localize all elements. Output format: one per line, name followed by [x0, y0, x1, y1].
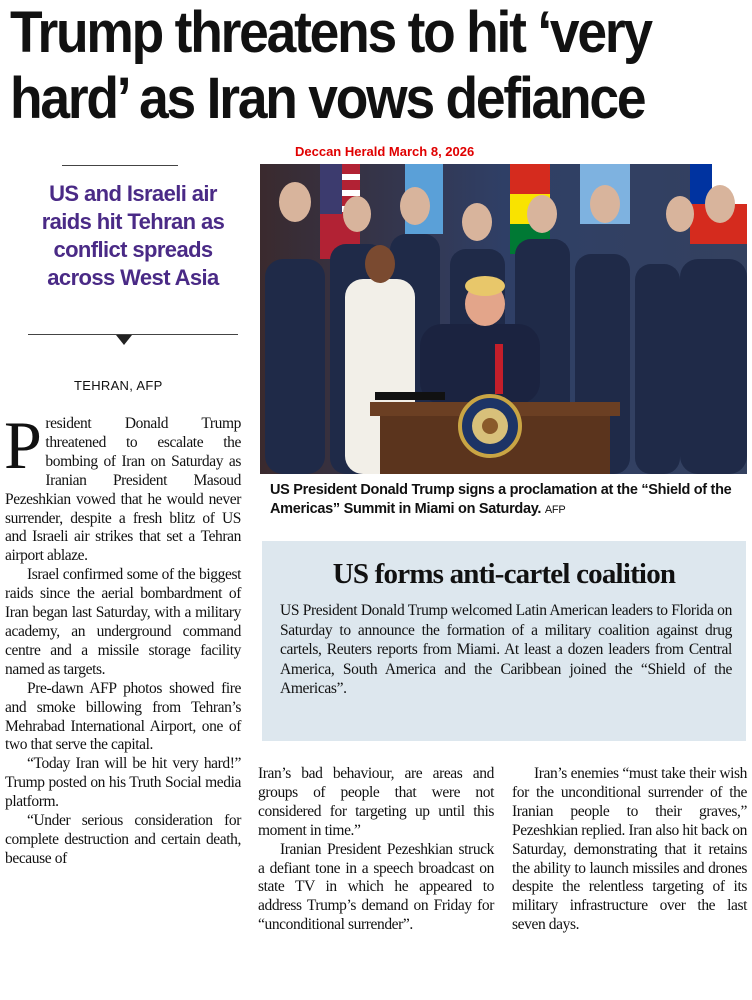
deck-arrow-icon [116, 335, 132, 345]
article-paragraph: Israel confirmed some of the biggest raids since the aerial bombardment of Iran began last Saturday, with a military academy, an underground command centre and a missile storage facility named as targets. [5, 566, 241, 678]
deck-rule-top [62, 165, 178, 166]
sidebar-title: US forms anti-cartel coalition [332, 558, 676, 590]
deck: US and Israeli air raids hit Tehran as conflict spreads across West Asia [41, 181, 225, 290]
news-photo [260, 164, 747, 474]
drop-cap: P [4, 407, 42, 483]
article-paragraph: “Under serious consideration for complete destruction and certain death, because of [5, 812, 241, 867]
article-column-2 [258, 765, 494, 935]
article-paragraph: President Donald Trump threatened to escalate the bombing of Iran on Saturday as Iranian President Masoud Pezeshkian vowed that he would never surrender, despite a fresh blitz of US and Israeli air strikes that set a Tehran airport ablaze. [4, 407, 241, 565]
headline-line-2: hard’ as Iran vows defiance [10, 66, 645, 131]
article-paragraph: Pre-dawn AFP photos showed fire and smoke billowing from Tehran’s Mehrabad International Airport, one of two that serve the capital. [5, 679, 241, 754]
article-column-3 [512, 765, 747, 935]
caption-text: US President Donald Trump signs a proclamation at the “Shield of the Americas” Summit in Miami on Saturday. [270, 482, 732, 517]
article-paragraph: “Today Iran will be hit very hard!” Trump posted on his Truth Social media platform. [5, 755, 241, 811]
headline-line-1: Trump threatens to hit ‘very [10, 0, 651, 65]
article-paragraph: Iranian President Pezeshkian struck a defiant tone in a speech broadcast on state TV in which he appeared to address Trump’s demand on Friday for “unconditional surrender”. [258, 840, 494, 934]
presidential-seal-icon [460, 396, 520, 456]
source-line: Deccan Herald March 8, 2026 [295, 144, 475, 159]
article-paragraph: Iran’s bad behaviour, are areas and groups of people that were not considered for targeting up until this moment in time.” [258, 765, 494, 839]
sidebar-body: US President Donald Trump welcomed Latin American leaders to Florida on Saturday to announce the formation of a military coalition against drug cartels, Reuters reports from Miami. At least a dozen leaders from Central America, South America and the Caribbean joined the “Shield of the Americas”. [280, 602, 732, 698]
headline [10, 0, 686, 132]
article-column-1 [4, 407, 241, 869]
deck-rule-bottom [28, 334, 238, 335]
article-paragraph: Iran’s enemies “must take their wish for the unconditional surrender of the Iranian people to their graves,” Pezeshkian replied. Iran also hit back on Saturday, demonstrating that it retains the ability to launch missiles and drones despite the relentless targeting of its military infrastructure over the last seven days. [512, 765, 747, 934]
photo-caption [270, 481, 740, 520]
dateline: TEHRAN, AFP [74, 378, 163, 393]
sidebar-box [262, 541, 746, 741]
photo-credit: AFP [544, 504, 566, 516]
